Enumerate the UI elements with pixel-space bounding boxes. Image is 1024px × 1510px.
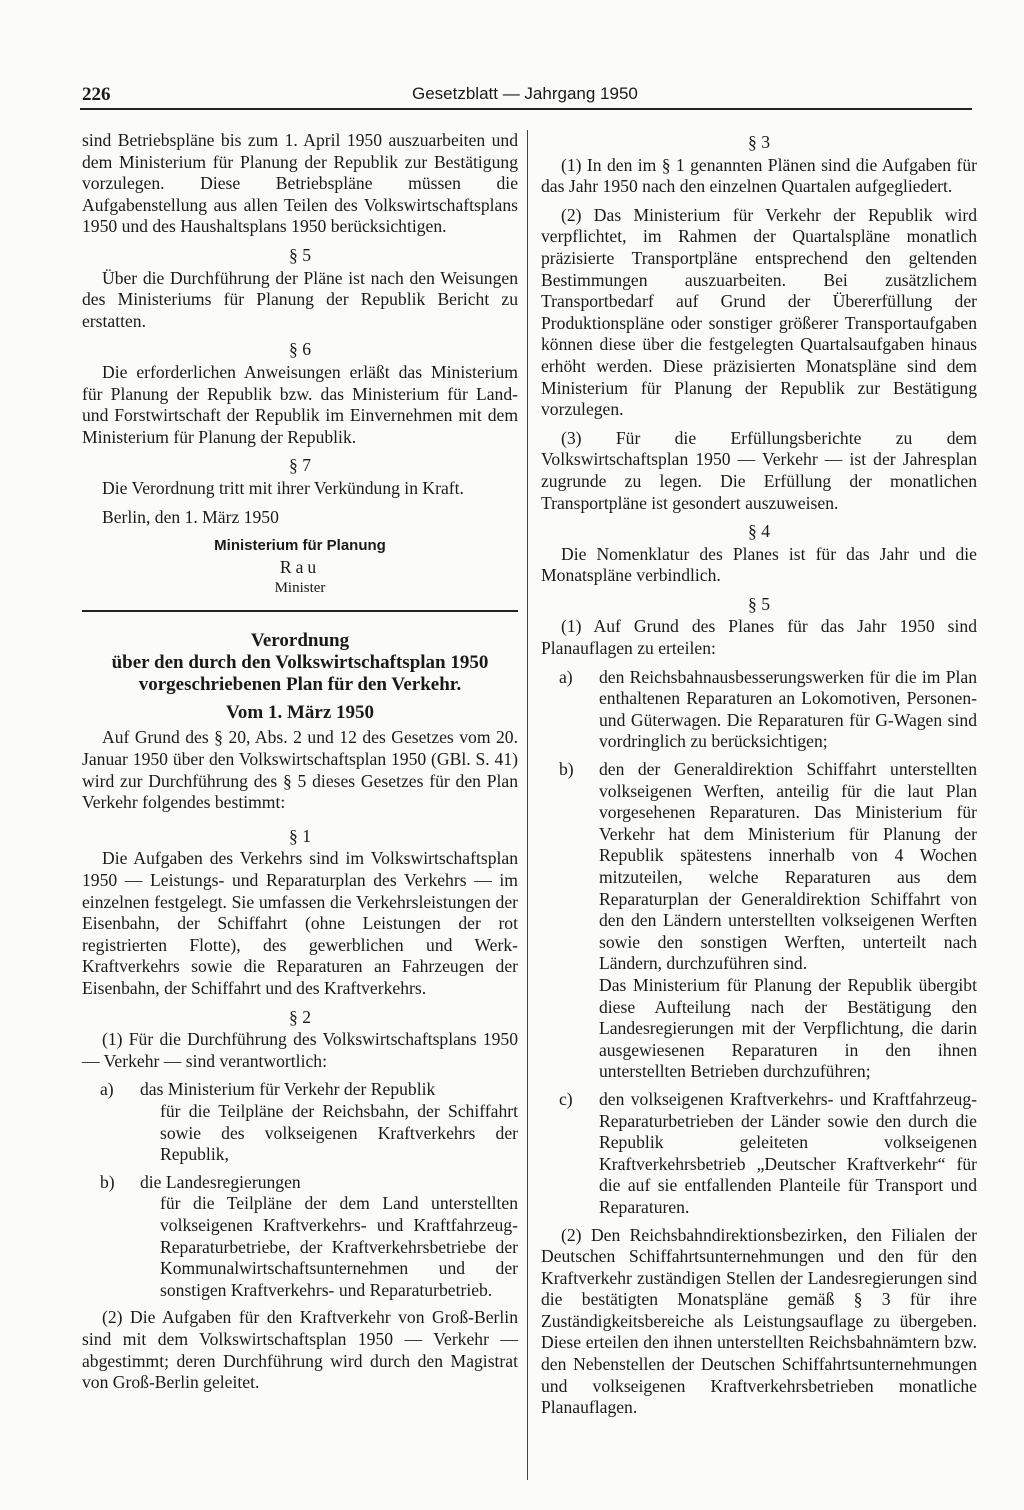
section-2-item-b (82, 1172, 518, 1302)
signer-role: Minister (274, 580, 326, 597)
item-b-first-line: die Landesregierungen (140, 1171, 301, 1192)
decree-title-line-2: über den durch den Volkswirtschaftsplan 1950 (111, 651, 489, 673)
item-label: a) (559, 666, 573, 687)
section-4-heading: § 4 (748, 521, 770, 542)
section-5-para-1: (1) Auf Grund des Planes für das Jahr 1950 sind Planauflagen zu erteilen: (541, 616, 977, 659)
page-number: 226 (82, 84, 111, 105)
page-header (82, 84, 970, 108)
section-2-para-1: (1) Für die Durchführung des Volkswirtschaftsplans 1950 — Verkehr — sind verantwortlich: (82, 1029, 518, 1071)
section-6-text: Die erforderlichen Anweisungen erläßt das Ministerium für Planung der Republik bzw. das Ministerium für Land- und Forstwirtschaft der Republik im Einvernehmen mit dem Ministerium für Planung der Republik. (82, 361, 518, 447)
preamble: Auf Grund des § 20, Abs. 2 und 12 des Gesetzes vom 20. Januar 1950 über den Volkswirtschaftsplan 1950 (GBl. S. 41) wird zur Durchführung des § 5 dieses Gesetzes für den Plan Verkehr folgendes bestimmt: (82, 727, 518, 813)
signer-name: Rau (279, 556, 321, 577)
item-label: b) (559, 759, 574, 780)
section-3-para-1: (1) In den im § 1 genannten Plänen sind die Aufgaben für das Jahr 1950 nach den einzelnen Quartalen aufgegliedert. (541, 154, 977, 197)
item-label: c) (559, 1088, 573, 1109)
running-title: Gesetzblatt — Jahrgang 1950 (412, 84, 638, 103)
item-b-text: den der Generaldirektion Schiffahrt unterstellten volkseigenen Werften, anteilig für die laut Plan vorgesehenen Reparaturen. Das Ministerium für Verkehr hat dem Ministerium für Planung der Republik spätestens innerhalb von 4 Wochen mitzuteilen, welche Reparaturen aus dem Reparaturplan der Generaldirektion Schiffahrt von den den Ländern unterstellten volkseigenen Werften sowie den sonstigen Werften, unterteilt nach Ländern, durchzuführen sind. (599, 759, 977, 974)
decree-title-line-1: Verordnung (250, 629, 350, 651)
section-7-text: Die Verordnung tritt mit ihrer Verkündung in Kraft. (102, 477, 464, 498)
section-5-para-2: (2) Den Reichsbahndirektionsbezirken, den Filialen der Deutschen Schiffahrtsunternehmungen und den für den Kraftverkehr zuständigen Stellen der Landesregierungen sind die bestätigten Monatspläne gemäß § 3 für ihre Zuständigkeitsbereiche als Leistungsauflage zu übergeben. Diese erteilen den ihnen unterstellten Reichsbahnämtern bzw. den Nebenstellen der Deutschen Schiffahrtsunternehmungen und volkseigenen Kraftverkehrsbetrieben monatliche Planauflagen. (541, 1224, 977, 1418)
item-label: a) (100, 1079, 114, 1100)
section-rule (82, 610, 518, 612)
continued-paragraph: sind Betriebspläne bis zum 1. April 1950 auszuarbeiten und dem Ministerium für Planung der Republik zur Bestätigung vorzulegen. Diese Betriebspläne müssen die Aufgabenstellung aus allen Teilen des Volkswirtschaftsplans 1950 und des Haushaltsplans 1950 berücksichtigen. (82, 130, 518, 237)
signer-organization: Ministerium für Planung (214, 537, 386, 555)
section-5-text: Über die Durchführung der Pläne ist nach den Weisungen des Ministeriums für Planung der Republik Bericht zu erstatten. (82, 267, 518, 331)
section-4-text: Die Nomenklatur des Planes ist für das Jahr und die Monatspläne verbindlich. (541, 543, 977, 586)
section-5-heading: § 5 (289, 244, 311, 265)
item-b-body (134, 1172, 518, 1302)
section-5-item-c (541, 1089, 977, 1219)
item-a-body (134, 1079, 518, 1165)
left-column (82, 130, 518, 1401)
section-2-item-a (82, 1079, 518, 1165)
item-c-text: den volkseigenen Kraftverkehrs- und Kraftfahrzeug-Reparaturbetrieben der Länder sowie den durch die Republik geleiteten volkseigenen Kraftverkehrsbetrieb „Deutscher Kraftverkehr“ für die auf sie entfallenden Planteile für Transport und Reparaturen. (599, 1088, 977, 1217)
section-3-para-3: (3) Für die Erfüllungsberichte zu dem Volkswirtschaftsplan 1950 — Verkehr — ist der Jahresplan zugrunde zu legen. Die Erfüllung der monatlichen Transportpläne ist gesondert auszuweisen. (541, 427, 977, 513)
item-label: b) (100, 1171, 115, 1192)
section-7-heading: § 7 (289, 455, 311, 476)
section-3-para-2: (2) Das Ministerium für Verkehr der Republik wird verpflichtet, im Rahmen der Quartalspläne monatlich präzisierte Transportpläne entsprechend den geltenden Bestimmungen auszuarbeiten. Bei zusätzlichem Transportbedarf auf Grund der Übererfüllung der Produktionspläne oder sonstiger größerer Transportaufgaben können diese über die festgelegten Quartalsaufgaben hinaus erhöht werden. Diese präzisierten Monatspläne sind dem Ministerium für Planung der Republik zur Bestätigung vorzulegen. (541, 204, 977, 420)
section-2-para-2: (2) Die Aufgaben für den Kraftverkehr von Groß-Berlin sind mit dem Volkswirtschaftsplan 1950 — Verkehr — abgestimmt; deren Durchführung wird durch den Magistrat von Groß-Berlin geleitet. (82, 1307, 518, 1393)
item-a-first-line: das Ministerium für Verkehr der Republik (140, 1079, 436, 1100)
item-b-text-2: Das Ministerium für Planung der Republik übergibt diese Aufteilung nach der Bestätigung den Landesregierungen mit der Verpflichtung, die darin ausgewiesenen Reparaturen in den ihnen unterstellten Betrieben durchzuführen; (599, 974, 977, 1082)
section-5-heading-right: § 5 (748, 593, 770, 614)
section-3-heading: § 3 (748, 132, 770, 152)
decree-title-line-3: vorgeschriebenen Plan für den Verkehr. (138, 673, 462, 695)
item-a-text: den Reichsbahnausbesserungswerken für die im Plan enthaltenen Reparaturen an Lokomotiven, Personen- und Güterwagen. Die Reparaturen für G-Wagen sind vordringlich zu berücksichtigen; (599, 666, 977, 752)
section-5-item-a (541, 667, 977, 753)
section-5-item-b (541, 759, 977, 1083)
item-b-body (593, 759, 977, 1083)
decree-date: Vom 1. März 1950 (225, 701, 375, 723)
column-divider (527, 130, 528, 1480)
item-b-rest: für die Teilpläne der dem Land unterstellten volkseigenen Kraftverkehrs- und Kraftfahrzeug-Reparaturbetriebe, der Kraftverkehrsbetriebe der Kommunalwirtschaftsunternehmen und der sonstigen Kraftverkehrs- und Reparaturbetrieb. (160, 1193, 518, 1300)
item-a-rest: für die Teilpläne der Reichsbahn, der Schiffahrt sowie des volkseigenen Kraftverkehrs der Republik, (160, 1100, 518, 1165)
right-column (541, 130, 977, 1426)
header-rule (80, 108, 972, 110)
section-1-text: Die Aufgaben des Verkehrs sind im Volkswirtschaftsplan 1950 — Leistungs- und Reparaturplan des Verkehrs — im einzelnen festgelegt. Sie umfassen die Verkehrsleistungen der Eisenbahn, der Schiffahrt (ohne Leistungen der rot registrierten Flotte), des gewerblichen und Werk-Kraftverkehrs sowie die Reparaturen an Fahrzeugen der Eisenbahn, der Schiffahrt und des Kraftverkehrs. (82, 848, 518, 998)
section-6-heading: § 6 (289, 339, 311, 360)
place-date: Berlin, den 1. März 1950 (102, 506, 279, 527)
section-1-heading: § 1 (289, 825, 311, 846)
section-2-heading: § 2 (289, 1006, 311, 1027)
